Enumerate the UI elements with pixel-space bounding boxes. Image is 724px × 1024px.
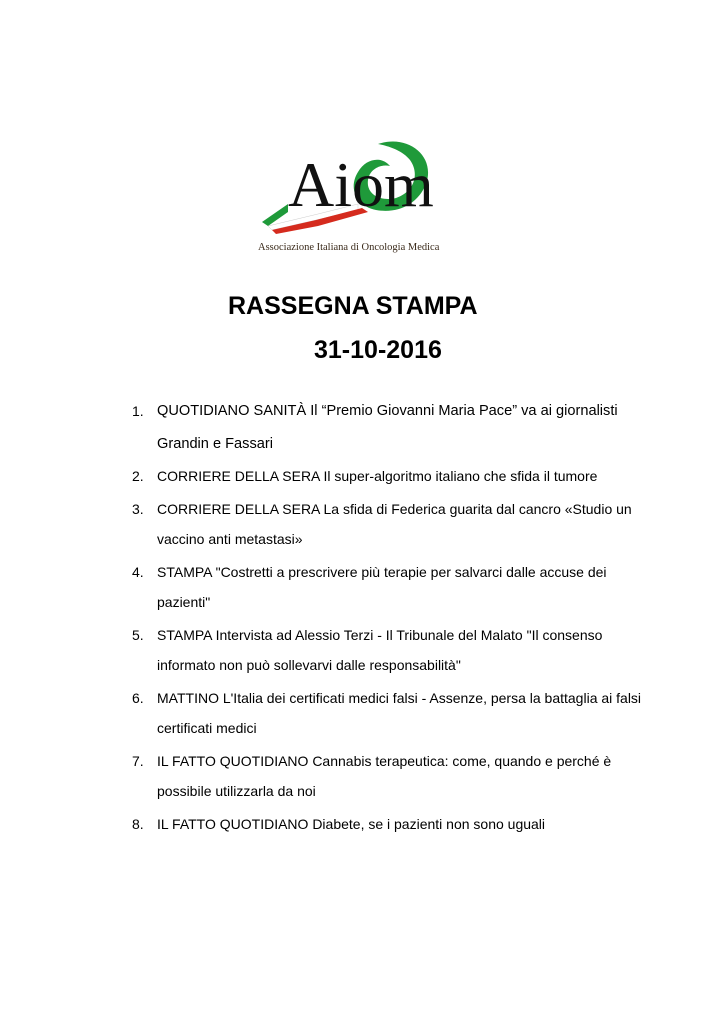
aiom-logo <box>258 138 464 260</box>
logo-subtitle: Associazione Italiana di Oncologia Medica <box>258 242 440 253</box>
article-item[interactable] <box>132 746 662 807</box>
article-text: QUOTIDIANO SANITÀ Il “Premio Giovanni Maria Pace” va ai giornalisti Grandin e Fassari <box>157 403 618 452</box>
article-text: IL FATTO QUOTIDIANO Diabete, se i pazienti non sono uguali <box>157 815 546 832</box>
logo-wordmark: Aiom <box>288 149 434 220</box>
article-number: 6. <box>132 689 144 706</box>
aiom-logo-graphic <box>258 138 464 260</box>
article-text: STAMPA Intervista ad Alessio Terzi - Il Tribunale del Malato "Il consenso informato non può sollevarvi dalle responsabilità" <box>157 626 603 673</box>
article-item[interactable] <box>132 461 662 492</box>
article-text: CORRIERE DELLA SERA La sfida di Federica guarita dal cancro «Studio un vaccino anti metastasi» <box>157 500 632 547</box>
report-date-text: 31-10-2016 <box>314 336 442 364</box>
article-number: 4. <box>132 563 144 580</box>
report-date <box>314 336 724 365</box>
article-number: 2. <box>132 468 144 484</box>
article-item[interactable] <box>132 494 662 555</box>
article-number: 1. <box>132 403 144 419</box>
article-number: 8. <box>132 815 144 832</box>
article-item[interactable] <box>132 620 662 681</box>
article-item[interactable] <box>132 395 662 461</box>
article-item[interactable] <box>132 809 662 840</box>
page-title-text: RASSEGNA STAMPA <box>228 292 478 320</box>
article-number: 5. <box>132 626 144 643</box>
article-number: 7. <box>132 752 144 769</box>
article-text: STAMPA "Costretti a prescrivere più terapie per salvarci dalle accuse dei pazienti" <box>157 563 607 610</box>
page-title <box>228 292 724 321</box>
article-text: MATTINO L'Italia dei certificati medici falsi - Assenze, persa la battaglia ai falsi certificati medici <box>157 689 642 736</box>
article-item[interactable] <box>132 557 662 618</box>
article-number: 3. <box>132 500 144 517</box>
article-text: CORRIERE DELLA SERA Il super-algoritmo italiano che sfida il tumore <box>157 468 598 484</box>
article-list <box>132 395 662 841</box>
article-text: IL FATTO QUOTIDIANO Cannabis terapeutica: come, quando e perché è possibile utilizzarla da noi <box>157 752 612 799</box>
article-item[interactable] <box>132 683 662 744</box>
